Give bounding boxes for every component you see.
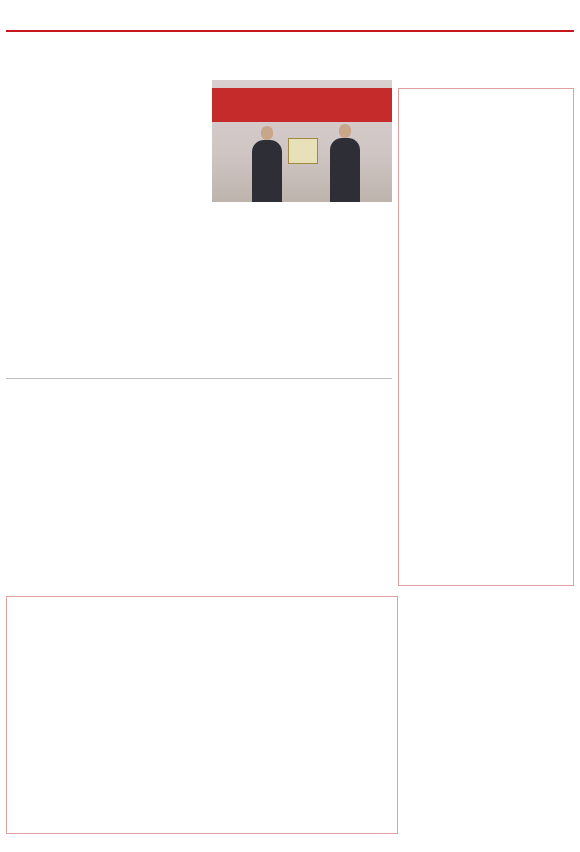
story-a-col-1 (6, 396, 72, 592)
brief-top-col-1 (404, 112, 484, 582)
lead-col-2 (78, 86, 144, 374)
story-b-col-1 (212, 396, 270, 592)
brief-bottom-col-4 (244, 618, 316, 830)
page-header (6, 4, 574, 32)
brief-bottom-col-3 (166, 618, 238, 830)
story-a-col-2 (78, 396, 144, 592)
story-b-col-3 (336, 396, 392, 592)
brief-bottom-col-1 (10, 618, 82, 830)
brief-top-col-2 (490, 112, 570, 582)
photo-person-head (261, 126, 273, 140)
photo-person (252, 140, 282, 202)
story-a-col-3 (146, 396, 208, 592)
brief-bottom-col-5 (322, 618, 394, 830)
lead-col-3 (146, 86, 208, 374)
story-b-col-2 (274, 396, 332, 592)
photo-person-head (339, 124, 351, 138)
main-headline (6, 44, 574, 78)
photo-person (330, 138, 360, 202)
lead-col-1 (6, 86, 72, 374)
lead-col-5 (302, 206, 392, 374)
divider (6, 378, 392, 379)
photo-plaque (288, 138, 318, 164)
event-photo (212, 80, 392, 202)
brief-bottom-col-2 (88, 618, 160, 830)
right-bottom-col (404, 594, 574, 832)
photo-banner (212, 88, 392, 122)
lead-col-4 (212, 206, 298, 374)
